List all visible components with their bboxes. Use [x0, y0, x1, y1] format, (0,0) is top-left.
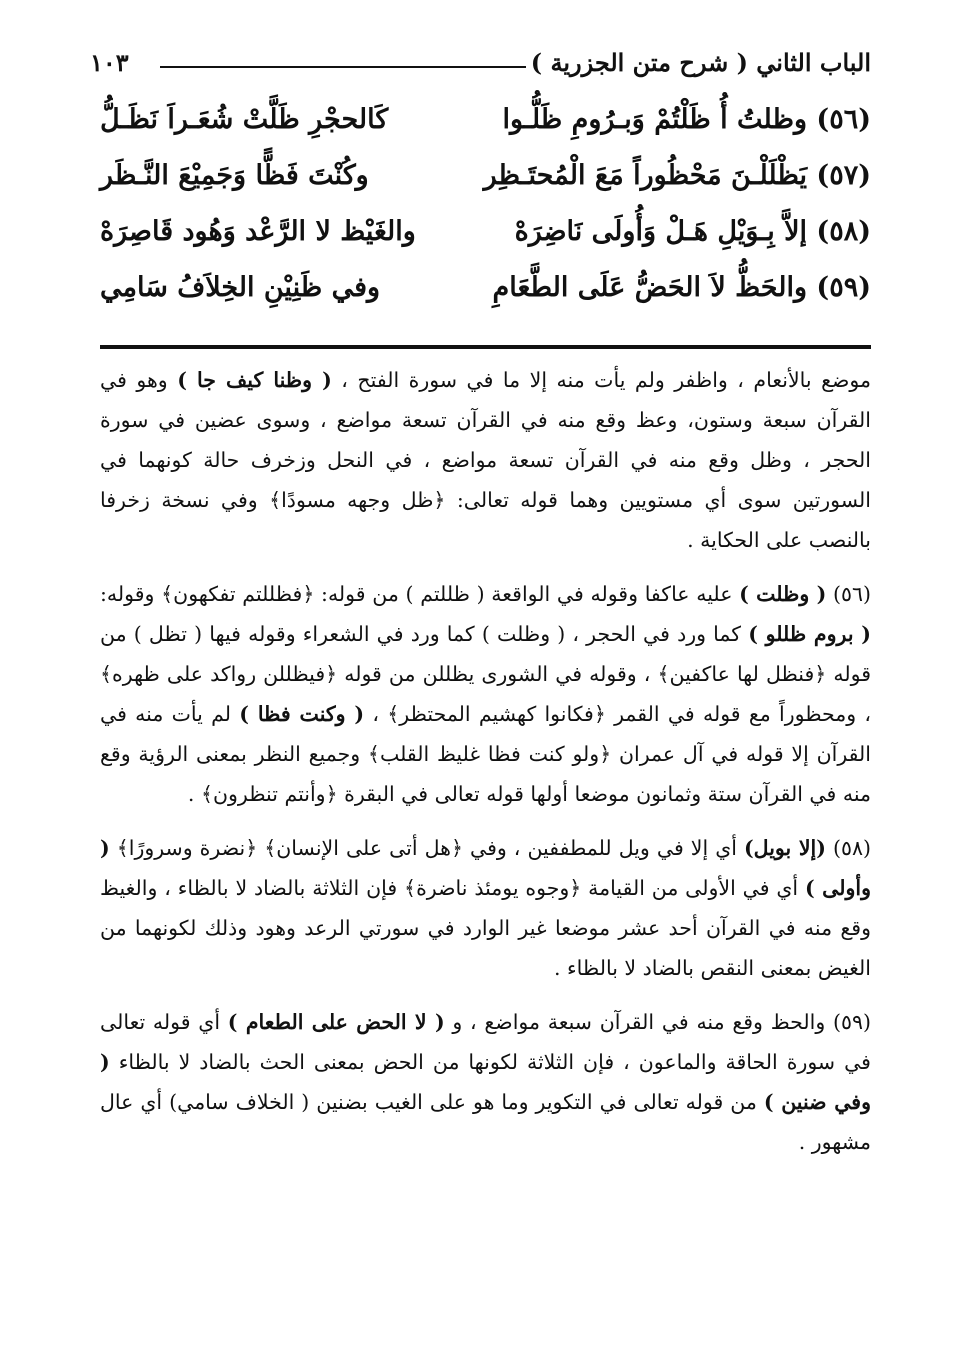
text-run: وهو في القرآن سبعة وستون، وعظ وقع منه في القرآن تسعة مواضع ، وسوى عضين في سورة الحجر ، وظل وقع منه في القرآن تسعة مواضع ، في النحل وزخرف حالة كونهما في السورتين سوى أي مستويين وهما قوله تعالى: ﴿ظل وجهه مسودًا﴾ وفي نسخة زخرفا بالنصب على الحكاية . — [100, 368, 871, 552]
section-divider — [100, 345, 871, 349]
page-header — [90, 40, 871, 90]
bold-term: ( بروم ظللو ) — [748, 622, 871, 646]
text-run: أي في الأولى من القيامة ﴿وجوه يومئذ ناضرة﴾ فإن الثلاثة بالضاد لا بالظاء ، والغيظ وقع منه في القرآن أحد عشر موضعا غير الوارد في سورتي الرعد وهود وذلك لكونهما من الغيض بمعنى النقص بالضاد لا بالظاء . — [100, 876, 871, 980]
header-rule — [160, 66, 526, 68]
text-run: من قوله تعالى في التكوير وما هو على الغيب بضنين ( الخلاف سامي) أي عال مشهور . — [100, 1090, 871, 1154]
verse-text: إلاَّ بِـوَيْلِ هَـلْ وَأُولَى نَاضِرَهْ — [514, 216, 808, 247]
verse-second-hemistich: كَالحجْرِ ظَلَّتْ شُعَـراَ نَظَـلُّ — [100, 104, 389, 135]
bold-term: (إلا بويل) — [743, 836, 826, 860]
text-run: أي قوله تعالى في سورة الحاقة والماعون ، فإن الثلاثة لكونها من الحض بمعنى الحث بالضاد لا بالظاء — [100, 1010, 871, 1074]
verse-number: (٥٩) — [816, 272, 871, 303]
verse-57 — [100, 156, 871, 212]
verse-number: (٥٧) — [816, 160, 871, 191]
verse-59 — [100, 268, 871, 324]
bold-term: ( وفي ضنين ) — [100, 1050, 871, 1114]
verse-number: (٥٦) — [816, 104, 871, 135]
paragraph-58 — [100, 828, 871, 988]
bold-term: ( وظنا كيف جا ) — [177, 368, 332, 392]
bold-term: ( وأولى ) — [100, 836, 871, 900]
paragraph-59 — [100, 1002, 871, 1162]
verse-58 — [100, 212, 871, 268]
verse-second-hemistich: والغَيْظ لا الرَّعْد وَهُود قَاصِرَهْ — [100, 216, 416, 247]
text-run: عليه عاكفا وقوله في الواقعة ( ظللتم ) من قوله: ﴿فظللتم تفكهون﴾ وقوله: — [100, 582, 740, 606]
poem-block — [100, 100, 871, 340]
verse-56 — [100, 100, 871, 156]
text-run: أي إلا في ويل للمطففين ، وفي ﴿هل أتى على الإنسان﴾ ﴿نضرة وسرورًا﴾ — [109, 836, 744, 860]
text-run: (٥٩) والحظ وقع منه في القرآن سبعة مواضع ، و — [444, 1010, 871, 1034]
bold-term: ( وظلت ) — [739, 582, 827, 606]
text-run: كما ورد في الحجر ، ( وظلت ) كما ورد في الشعراء وقوله فيها ( تظل ) من قوله ﴿فنظل لها عاكفين﴾ ، وقوله في الشورى يظللن من قوله ﴿فيظللن رواكد على ظهره﴾ ، ومحظوراً مع قوله في القمر ﴿فكانوا كهشيم المحتظر﴾ ، — [100, 622, 872, 726]
verse-second-hemistich: وكُنْتَ فَظًّا وَجَمِيْعَ النَّـظَر — [100, 160, 369, 191]
verse-first-hemistich — [502, 104, 871, 135]
verse-text: وظلتُ أُ ظَلْتُمْ وَبـرُومِ ظَلُّـوا — [502, 104, 808, 135]
bold-term: ( لا الحض على الطعام ) — [227, 1010, 445, 1034]
paragraph-1 — [100, 360, 871, 560]
verse-first-hemistich — [492, 272, 871, 303]
commentary-body — [100, 360, 871, 1176]
verse-first-hemistich — [514, 216, 871, 247]
verse-number: (٥٨) — [816, 216, 871, 247]
text-run: لم يأت منه في القرآن إلا قوله في آل عمران ﴿ولو كنت فظا غليظ القلب﴾ وجميع النظر بمعنى الرؤية وقع منه في القرآن ستة وثمانون موضعا أولها قوله تعالى في البقرة ﴿وأنتم تنظرون﴾ . — [100, 702, 871, 806]
page-number: ١٠٣ — [90, 48, 129, 77]
verse-first-hemistich — [483, 160, 871, 191]
text-run: (٥٦) — [826, 582, 871, 606]
verse-second-hemistich: وفي ظَنِيْنِ الخِلاَفُ سَامِي — [100, 272, 381, 303]
bold-term: ( وكنت فظا ) — [239, 702, 365, 726]
paragraph-56 — [100, 574, 871, 814]
text-run: (٥٨) — [825, 836, 871, 860]
text-run: موضع بالأنعام ، واظفر ولم يأت منه إلا ما في سورة الفتح ، — [331, 368, 871, 392]
verse-text: يَظْلَلْـنَ مَحْظُوراً مَعَ الْمُحتَـظِر — [483, 160, 808, 191]
chapter-title: الباب الثاني ( شرح متن الجزرية ) — [530, 48, 871, 77]
verse-text: والحَظُّ لاَ الحَضُّ عَلَى الطَّعَامِ — [492, 272, 808, 303]
